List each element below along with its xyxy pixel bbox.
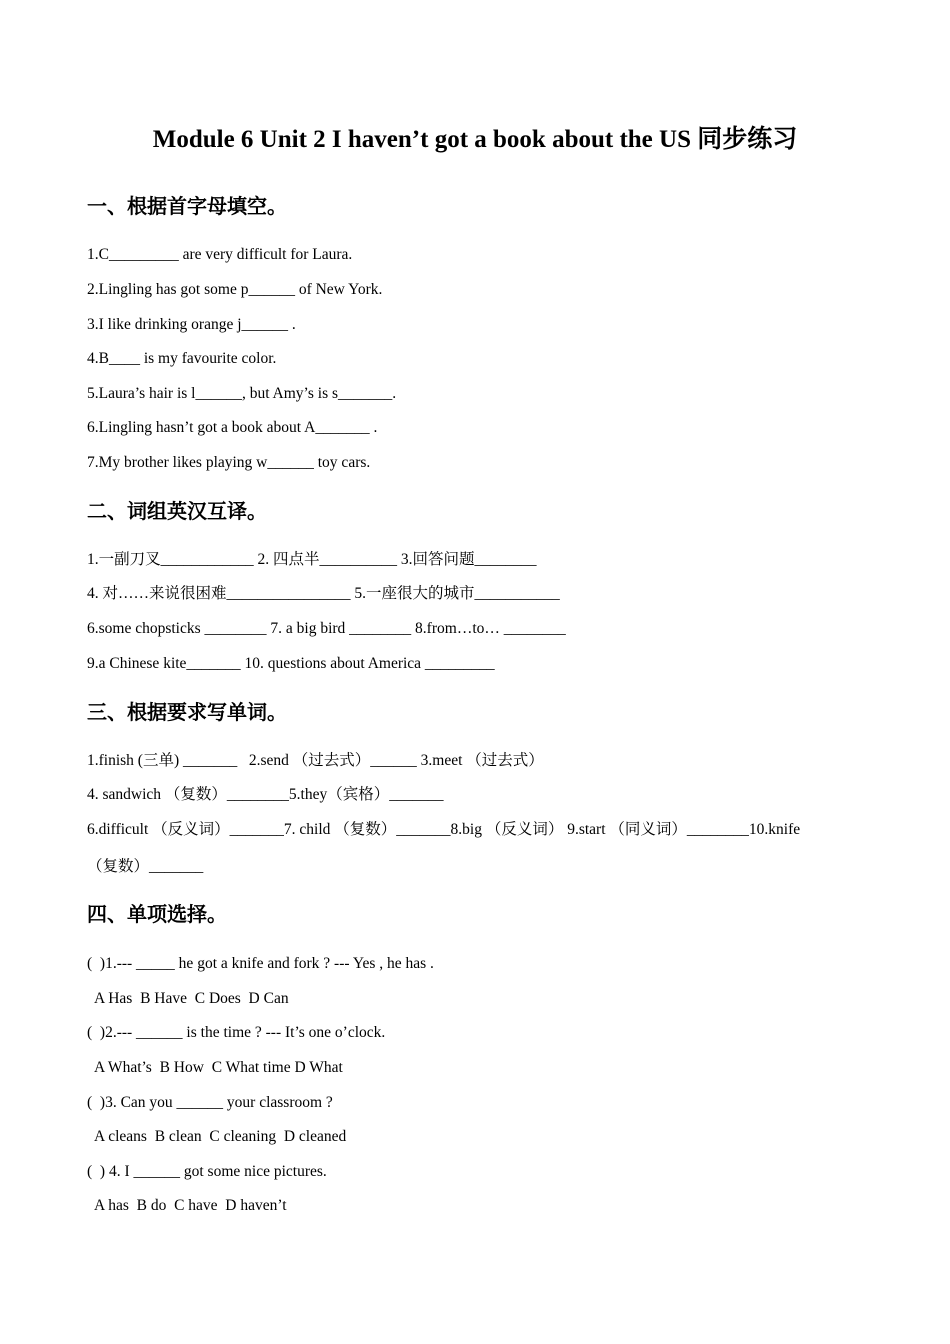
mc-options-3: A cleans B clean C cleaning D cleaned — [94, 1128, 347, 1145]
phrase-line-2: 4. 对……来说很困难________________ 5.一座很大的城市___________ — [87, 585, 560, 602]
fill-item-4: 4.B____ is my favourite color. — [87, 350, 277, 367]
word-form-line-2: 4. sandwich （复数）________5.they（宾格）_______ — [87, 786, 444, 803]
fill-item-3: 3.I like drinking orange j______ . — [87, 316, 296, 333]
section-heading-phrase-translation: 二、词组英汉互译。 — [87, 499, 267, 523]
word-form-line-4: （复数）_______ — [87, 858, 204, 875]
section-heading-fill-initials: 一、根据首字母填空。 — [87, 194, 287, 218]
mc-options-4: A has B do C have D haven’t — [94, 1197, 287, 1214]
mc-options-1: A Has B Have C Does D Can — [94, 990, 289, 1007]
fill-item-2: 2.Lingling has got some p______ of New York. — [87, 281, 383, 298]
phrase-line-3: 6.some chopsticks ________ 7. a big bird ________ 8.from…to… ________ — [87, 620, 566, 637]
section-heading-multiple-choice: 四、单项选择。 — [87, 902, 227, 926]
mc-options-2: A What’s B How C What time D What — [94, 1059, 343, 1076]
page-title: Module 6 Unit 2 I haven’t got a book about the US 同步练习 — [152, 126, 798, 153]
word-form-line-3: 6.difficult （反义词）_______7. child （复数）_______8.big （反义词） 9.start （同义词）________10.knife — [87, 821, 801, 838]
mc-question-4: ( ) 4. I ______ got some nice pictures. — [87, 1163, 327, 1180]
mc-question-3: ( )3. Can you ______ your classroom ? — [87, 1094, 333, 1111]
mc-question-1: ( )1.--- _____ he got a knife and fork ? --- Yes , he has . — [87, 955, 434, 972]
fill-item-1: 1.C_________ are very difficult for Laura. — [87, 246, 353, 263]
section-heading-word-forms: 三、根据要求写单词。 — [87, 700, 287, 724]
word-form-line-1: 1.finish (三单) _______ 2.send （过去式）______ 3.meet （过去式） — [87, 752, 544, 769]
fill-item-7: 7.My brother likes playing w______ toy cars. — [87, 454, 371, 471]
fill-item-6: 6.Lingling hasn’t got a book about A_______ . — [87, 419, 378, 436]
mc-question-2: ( )2.--- ______ is the time ? --- It’s one o’clock. — [87, 1024, 386, 1041]
phrase-line-4: 9.a Chinese kite_______ 10. questions about America _________ — [87, 655, 495, 672]
fill-item-5: 5.Laura’s hair is l______, but Amy’s is s_______. — [87, 385, 397, 402]
phrase-line-1: 1.一副刀叉____________ 2. 四点半__________ 3.回答问题________ — [87, 551, 537, 568]
